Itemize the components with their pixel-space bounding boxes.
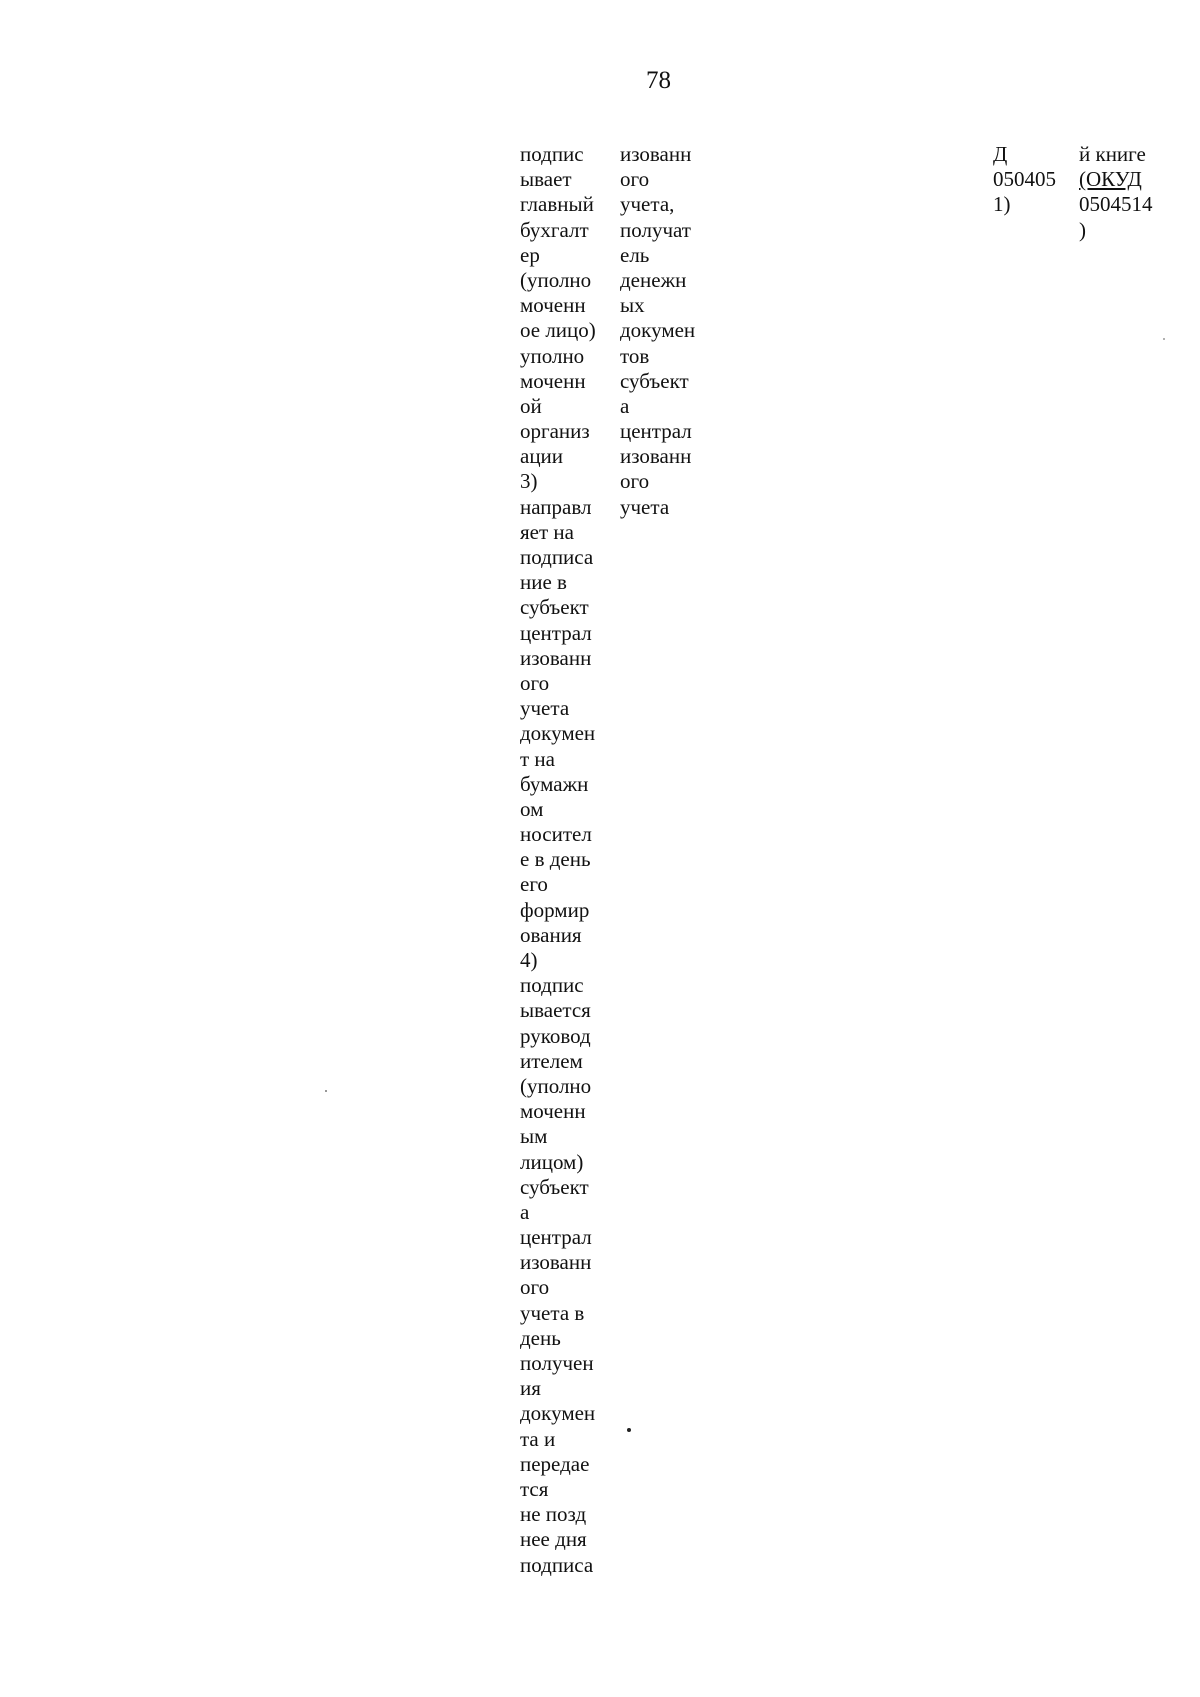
text-line: ого xyxy=(520,1275,550,1300)
text-line: централ xyxy=(520,620,592,645)
text-line: формир xyxy=(520,897,590,922)
text-line: докумен xyxy=(520,1401,596,1426)
text-line: изованн xyxy=(620,142,692,166)
text-line: изованн xyxy=(520,1250,592,1275)
text-line: уполно xyxy=(520,343,585,368)
text-line: день xyxy=(520,1325,561,1350)
text-line: носител xyxy=(520,822,592,847)
text-line: е в день xyxy=(520,847,591,872)
text-line: ер xyxy=(520,242,540,267)
text-line: ) xyxy=(1079,217,1086,242)
text-line: й книге xyxy=(1079,142,1146,166)
text-column-4 xyxy=(1079,142,1153,243)
text-line: ования xyxy=(520,922,582,947)
text-line: денежн xyxy=(620,267,687,292)
text-line: ителем xyxy=(520,1048,583,1073)
text-line: нее дня xyxy=(520,1527,587,1552)
scan-speck xyxy=(627,1428,631,1432)
text-line: 0504514 xyxy=(1079,192,1153,217)
text-line: моченн xyxy=(520,293,586,318)
text-line: ывается xyxy=(520,998,591,1023)
text-line: моченн xyxy=(520,1099,586,1124)
text-line: передае xyxy=(520,1451,590,1476)
text-line: учета, xyxy=(620,192,675,217)
text-line: главный xyxy=(520,192,594,217)
text-line: подписа xyxy=(520,1552,594,1577)
page-number: 78 xyxy=(646,67,671,94)
text-line: ывает xyxy=(520,167,572,192)
text-line: ой xyxy=(520,393,542,418)
text-line: подпис xyxy=(520,973,584,998)
text-line: т на xyxy=(520,746,555,771)
text-line: а xyxy=(520,1199,530,1224)
text-line: яет на xyxy=(520,519,574,544)
text-line: получат xyxy=(620,217,691,242)
text-line: моченн xyxy=(520,368,586,393)
text-line: ации xyxy=(520,444,564,469)
text-line: учета xyxy=(520,696,570,721)
text-line: 050405 xyxy=(993,167,1056,192)
text-line: докумен xyxy=(620,318,696,343)
text-line: тся xyxy=(520,1476,549,1501)
text-line: централ xyxy=(520,1225,592,1250)
text-line: субъект xyxy=(520,1174,589,1199)
text-line: ия xyxy=(520,1376,541,1401)
text-line: докумен xyxy=(520,721,596,746)
text-line: (уполно xyxy=(520,267,592,292)
text-line: ом xyxy=(520,796,544,821)
text-line: централ xyxy=(620,419,692,444)
text-line: субъект xyxy=(620,368,689,393)
text-line: ых xyxy=(620,293,645,318)
text-line: 1) xyxy=(993,192,1011,217)
text-line: ого xyxy=(620,469,650,494)
text-line: лицом) xyxy=(520,1149,584,1174)
text-line: Д xyxy=(993,142,1008,166)
text-line: изованн xyxy=(620,444,692,469)
text-line: ое лицо) xyxy=(520,318,596,343)
text-line: ель xyxy=(620,242,650,267)
text-line: бухгалт xyxy=(520,217,589,242)
text-line: руковод xyxy=(520,1023,591,1048)
text-column-3 xyxy=(993,142,1056,218)
text-line: бумажн xyxy=(520,771,589,796)
text-line: (ОКУД xyxy=(1079,167,1142,192)
text-line: не позд xyxy=(520,1502,587,1527)
text-line: учета в xyxy=(520,1300,585,1325)
text-line: получен xyxy=(520,1351,594,1375)
text-line: субъект xyxy=(520,595,589,620)
text-line: а xyxy=(620,393,630,418)
text-line: та и xyxy=(520,1426,556,1451)
text-line: учета xyxy=(620,494,670,519)
scan-speck xyxy=(325,1090,327,1092)
text-line: ого xyxy=(520,670,550,695)
text-line: ым xyxy=(520,1124,548,1149)
text-line: его xyxy=(520,872,548,897)
text-column-1 xyxy=(520,142,596,1578)
scan-speck xyxy=(1163,338,1165,340)
text-line: ого xyxy=(620,167,650,192)
text-line: 3) xyxy=(520,469,538,494)
text-line: 4) xyxy=(520,948,538,972)
text-line: ние в xyxy=(520,570,567,595)
text-line: (уполно xyxy=(520,1073,592,1098)
text-column-2 xyxy=(620,142,695,520)
text-line: тов xyxy=(620,343,650,368)
text-line: изованн xyxy=(520,645,592,670)
text-line: организ xyxy=(520,419,590,444)
text-line: подпис xyxy=(520,142,584,166)
text-line: направл xyxy=(520,494,592,519)
text-line: подписа xyxy=(520,545,594,569)
